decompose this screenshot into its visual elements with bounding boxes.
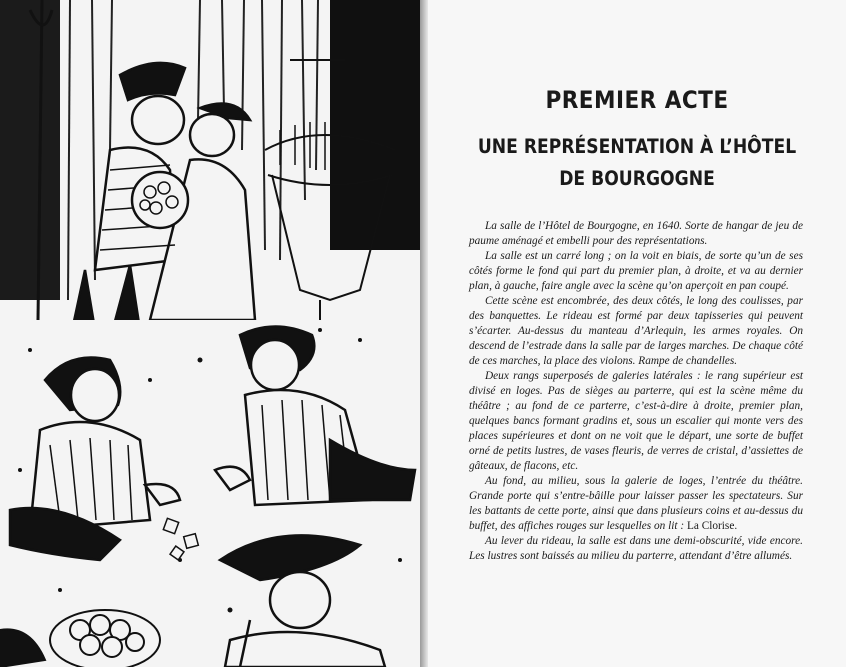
act-title: PREMIER ACTE — [545, 86, 729, 114]
paragraph: Deux rangs superposés de galeries latérales : le rang supérieur est divisé en loges. Pas de sièges au parterre, qui est la scène même du théâtre ; au fond de ce parterre, c’est-à-dire à droite, premier plan, quelques bancs formant gradins et, sous un escalier qui monte vers des places supérieures et dont on ne voit que le départ, une sorte de buffet orné de petits lustres, de vases fleuris, de verres de cristal, d’assiettes de gâteaux, de flacons, etc. — [469, 370, 803, 472]
paragraph: La salle de l’Hôtel de Bourgogne, en 1640. Sorte de hangar de jeu de paume aménagé et embelli pour des représentations. — [469, 220, 803, 247]
paragraph: Cette scène est encombrée, des deux côtés, le long des coulisses, par des banquettes. Le rideau est formé par deux tapisseries qui peuvent s’écarter. Au-dessus du manteau d’Arlequin, les armes royales. On descend de l’estrade dans la salle par de larges marches. De chaque côté de ces marches, la place des violons. Rampe de chandelles. — [469, 295, 803, 367]
paragraph: Au lever du rideau, la salle est dans une demi-obscurité, vide encore. Les lustres sont baissés au milieu du parterre, attendant d’être allumés. — [469, 535, 803, 562]
stage-directions — [469, 219, 803, 564]
paragraph-with-poster — [469, 474, 803, 534]
act-subtitle: UNE REPRÉSENTATION À L’HÔTEL DE BOURGOGNE — [477, 135, 797, 190]
right-page — [428, 0, 846, 667]
poster-text: La Clorise. — [686, 520, 738, 532]
paragraph: La salle est un carré long ; on la voit en biais, de sorte qu’un de ses côtés forme le fond qui part du premier plan, à droite, et va au dernier plan, à gauche, faire angle avec la scène qu’on aperçoit en pan coupé. — [469, 250, 803, 292]
paragraph-text: Au fond, au milieu, sous la galerie de loges, l’entrée du théâtre. Grande porte qui s’entre-bâille pour laisser passer les spectateurs. Sur les battants de cette porte, ainsi que dans plusieurs coins et au-dessus du buffet, des affiches rouges sur lesquelles on lit : — [469, 475, 803, 532]
